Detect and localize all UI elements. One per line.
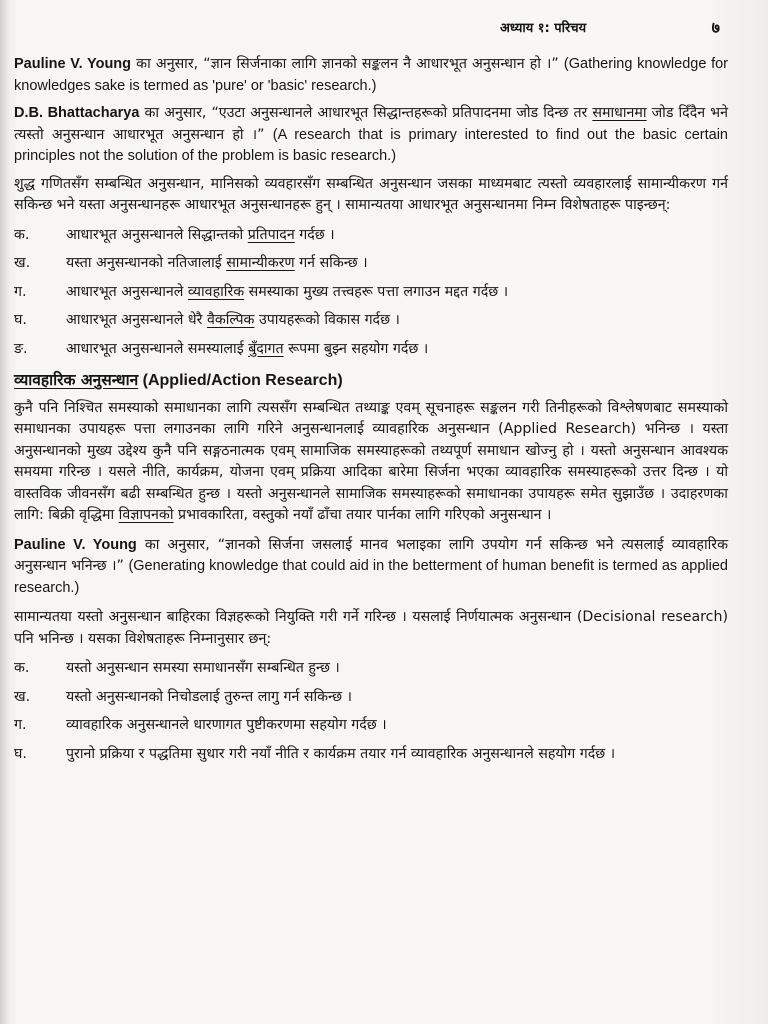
list-marker: क.: [14, 660, 30, 676]
underlined-word: सामान्यीकरण: [226, 255, 295, 271]
item-text: आधारभूत अनुसन्धानले धेरै: [66, 312, 207, 328]
heading-nepali: व्यावहारिक अनुसन्धान: [14, 371, 139, 389]
item-text: समस्याका मुख्य तत्त्वहरू पत्ता लगाउन मद्दत गर्दछ ।: [244, 283, 509, 300]
quote-bhattacharya: [14, 103, 728, 168]
list-item: [14, 310, 728, 332]
english-translation: (A research that is primary interested to find out the basic certain principles not the solution of the problem is basic research.): [14, 126, 728, 164]
list-item: [14, 658, 728, 680]
applied-research-paragraph: [14, 398, 728, 527]
list-marker: ग.: [14, 283, 27, 300]
underlined-word: बुँदागत: [248, 340, 284, 357]
list-marker: घ.: [14, 312, 27, 328]
item-text: यस्तो अनुसन्धानको निचोडलाई तुरुन्त लागु गर्न सकिन्छ ।: [66, 688, 352, 705]
quote-text: जोड दिँदैन भने त्यस्तो अनुसन्धान आधारभूत अनुसन्धान हो ।”: [14, 105, 728, 143]
list-marker: क.: [14, 226, 30, 243]
applied-research-features-list: [14, 658, 728, 765]
section-heading: [14, 370, 728, 392]
list-marker: ङ.: [14, 340, 28, 357]
heading-english: (Applied/Action Research): [138, 372, 343, 389]
english-translation: (Generating knowledge that could aid in the betterment of human benefit is termed as applied research.): [14, 558, 728, 596]
item-text: रूपमा बुझ्न सहयोग गर्दछ ।: [283, 340, 429, 357]
author-name: Pauline V. Young: [14, 536, 137, 553]
quote-text: का अनुसार, “ज्ञानको सिर्जना जसलाई मानव भलाइका लागि उपयोग गर्न सकिन्छ भने त्यसलाई व्यावहारिक अनुसन्धान भनिन्छ ।”: [14, 536, 728, 574]
item-text: आधारभूत अनुसन्धानले सिद्धान्तको: [66, 226, 248, 243]
paragraph-text: प्रभावकारिता, वस्तुको नयाँ ढाँचा तयार पार्नका लागि गरिएको अनुसन्धान ।: [173, 507, 552, 523]
list-item: [14, 744, 728, 766]
underlined-word: वैकल्पिक: [206, 312, 255, 328]
item-text: यस्ता अनुसन्धानको नतिजालाई: [66, 255, 227, 271]
list-marker: घ.: [14, 745, 27, 762]
quote-young-applied: [14, 535, 728, 600]
decisional-research-paragraph: सामान्यतया यस्तो अनुसन्धान बाहिरका विज्ञहरूको नियुक्ति गरी गर्ने गरिन्छ । यसलाई निर्णयात्मक अनुसन्धान (Decisional research) पनि भनिन्छ । यसका विशेषताहरू निम्नानुसार छन्:: [14, 609, 728, 647]
list-item: [14, 687, 728, 709]
item-text: गर्दछ ।: [294, 226, 335, 243]
item-text: यस्तो अनुसन्धान समस्या समाधानसँग सम्बन्धित हुन्छ ।: [66, 660, 340, 676]
underlined-word: व्यावहारिक: [187, 283, 245, 300]
english-translation: (Gathering knowledge for knowledges sake is termed as 'pure' or 'basic' research.): [14, 56, 728, 94]
underlined-word: समाधानमा: [592, 105, 647, 121]
item-text: पुरानो प्रक्रिया र पद्धतिमा सुधार गरी नयाँ नीति र कार्यक्रम तयार गर्न व्यावहारिक अनुसन्धानले सहयोग गर्दछ ।: [66, 745, 616, 762]
list-item: [14, 339, 728, 361]
list-item: [14, 282, 728, 304]
chapter-title: अध्याय १: परिचय: [500, 21, 587, 36]
quote-text: का अनुसार, “ज्ञान सिर्जनाका लागि ज्ञानको सङ्कलन नै आधारभूत अनुसन्धान हो ।”: [131, 56, 564, 72]
basic-research-features-list: [14, 225, 728, 361]
item-text: व्यावहारिक अनुसन्धानले धारणागत पुष्टीकरणमा सहयोग गर्दछ ।: [66, 717, 387, 733]
basic-research-paragraph: शुद्ध गणितसँग सम्बन्धित अनुसन्धान, मानिसको व्यवहारसँग सम्बन्धित अनुसन्धान जसका माध्यमबाट त्यस्तो व्यवहारलाई सामान्यीकरण गर्न सकिन्छ भने यस्ता अनुसन्धानहरू आधारभूत अनुसन्धानहरू हुन् । सामान्यतया आधारभूत अनुसन्धानमा निम्न विशेषताहरू पाइन्छन्:: [14, 175, 728, 213]
underlined-word: प्रतिपादन: [247, 226, 295, 243]
quote-young-basic: [14, 54, 728, 97]
list-marker: ग.: [14, 717, 27, 733]
running-header: [500, 16, 720, 38]
list-item: [14, 253, 728, 275]
paragraph-text: कुनै पनि निश्चित समस्याको समाधानका लागि त्यससँग सम्बन्धित तथ्याङ्क एवम् सूचनाहरू सङ्कलन गरी तिनीहरूको विश्लेषणबाट समस्याको समाधानका उपायहरू पत्ता लगाउनका लागि गरिने अनुसन्धानलाई व्यावहारिक अनुसन्धान (Applied Research) भनिन्छ । यस्ता अनुसन्धानको मुख्य उद्देश्य कुनै पनि सङ्गठनात्मक एवम् सामाजिक समस्याहरूको तथ्यपूर्ण समाधान खोज्नु हो । यस्तो अनुसन्धान आवश्यक समयमा गरिन्छ । यसले नीति, कार्यक्रम, योजना एवम् प्रक्रिया आदिका बारेमा सिर्जना भएका व्यावहारिक समस्याहरूको उत्तर दिन्छ । यो वास्तविक जीवनसँग बढी सम्बन्धित हुन्छ । यस्तो अनुसन्धानले सामाजिक समस्याहरूको समाधानका उपायहरू समेत सुझाउँछ । उदाहरणका लागि: बिक्री वृद्धिमा: [14, 399, 728, 523]
item-text: गर्न सकिन्छ ।: [294, 255, 368, 271]
list-item: [14, 715, 728, 737]
quote-text: का अनुसार, “एउटा अनुसन्धानले आधारभूत सिद्धान्तहरूको प्रतिपादनमा जोड दिन्छ तर: [139, 105, 593, 121]
binding-edge: [0, 0, 10, 1024]
list-marker: ख.: [14, 688, 31, 705]
item-text: उपायहरूको विकास गर्दछ ।: [254, 312, 400, 328]
list-marker: ख.: [14, 255, 31, 271]
page-number: ७: [711, 18, 720, 37]
item-text: आधारभूत अनुसन्धानले: [66, 283, 188, 300]
author-name: Pauline V. Young: [14, 56, 132, 72]
list-item: [14, 225, 728, 247]
underlined-word: विज्ञापनको: [118, 507, 174, 523]
body-text: [14, 54, 728, 775]
item-text: आधारभूत अनुसन्धानले समस्यालाई: [66, 340, 249, 357]
author-name: D.B. Bhattacharya: [14, 105, 140, 121]
